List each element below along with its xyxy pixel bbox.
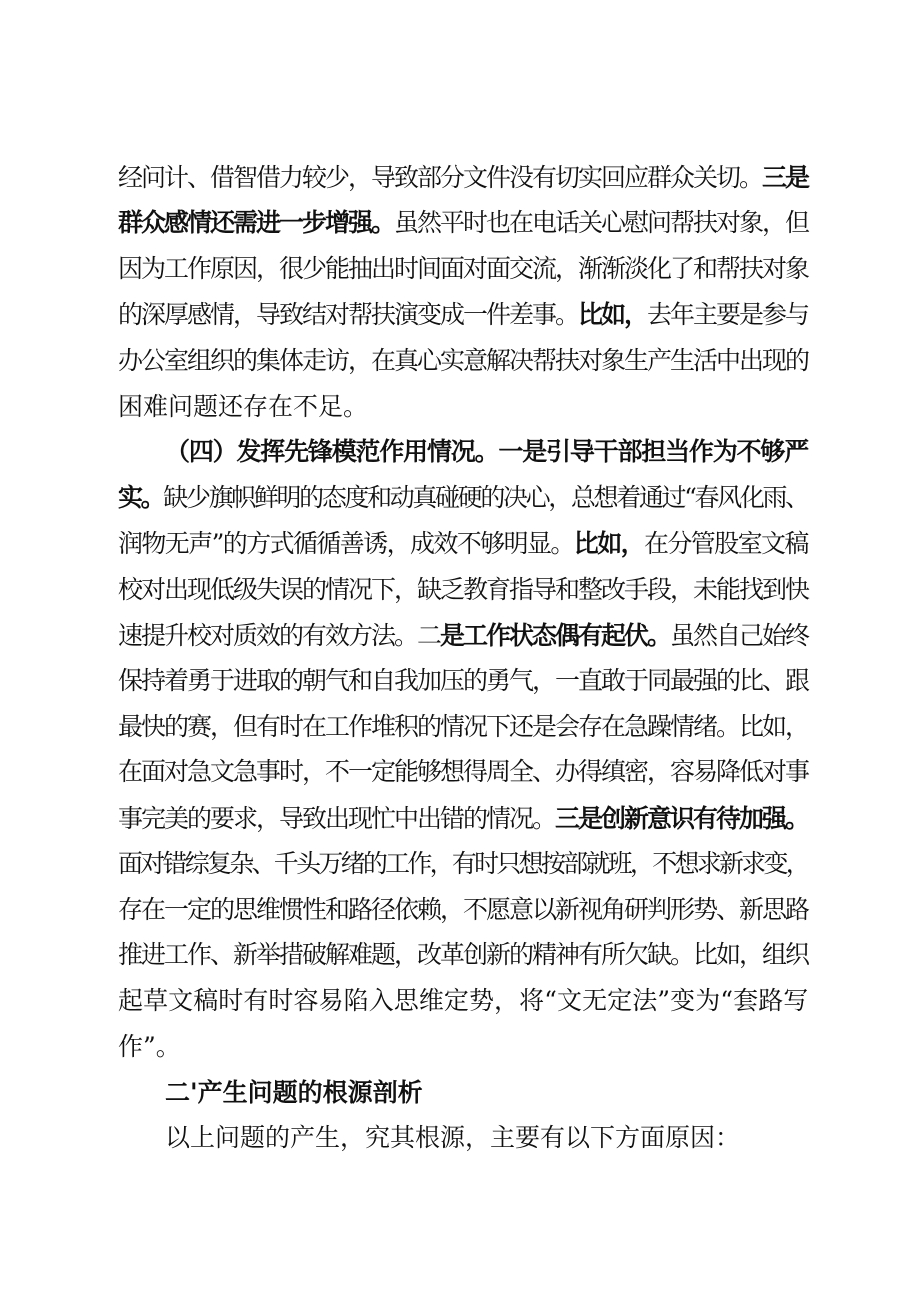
text-run: 在分管股室文稿 — [644, 529, 808, 558]
text-run: 经问计、借智借力较少，导致部分文件没有切实回应群众关切。 — [118, 163, 763, 192]
text-run: 办公室组织的集体走访，在真心实意解决帮扶对象生产生活中出现的 — [118, 346, 809, 375]
text-line — [118, 1029, 181, 1065]
bold-text-run: 实。 — [118, 483, 164, 512]
text-line — [118, 709, 808, 745]
text-line — [118, 343, 808, 379]
text-line — [118, 480, 808, 516]
text-run: 保持着勇于进取的朝气和自我加压的勇气，一直敢于同最强的比、跟 — [118, 666, 809, 695]
text-run: 事完美的要求，导致出现忙中出错的情况。 — [118, 804, 556, 833]
text-line — [118, 983, 808, 1019]
bold-text-run: 比如， — [573, 529, 644, 558]
text-line — [118, 892, 808, 928]
text-run: 润物无声”的方式循循善诱，成效不够明显。 — [118, 529, 574, 558]
text-run: 以上问题的产生，究其根源，主要有以下方面原因： — [165, 1123, 741, 1152]
text-run: 缺少旗帜鲜明的态度和动真碰硬的决心，总想着通过“春风化雨、 — [163, 483, 808, 512]
text-run: 的深厚感情，导致结对帮扶演变成一件差事。 — [118, 300, 579, 329]
text-line — [118, 754, 808, 790]
text-run: 虽然自己始终 — [670, 621, 809, 650]
bold-text-run: 二'产生问题的根源剖析 — [165, 1078, 423, 1107]
text-line — [118, 937, 808, 973]
bold-text-run: 群众感情还需进一步增强。 — [118, 208, 395, 237]
text-line — [118, 618, 808, 654]
text-line — [118, 663, 808, 699]
bold-text-run: 是工作状态偶有起伏。 — [440, 621, 671, 650]
text-run: 去年主要是参与 — [647, 300, 809, 329]
text-line — [165, 1120, 740, 1156]
text-line — [118, 251, 808, 287]
text-run: 虽然平时也在电话关心慰问帮扶对象，但 — [394, 208, 809, 237]
text-run: 推进工作、新举措破解难题，改革创新的精神有所欠缺。比如，组织 — [118, 940, 809, 969]
text-line — [118, 389, 368, 425]
text-line — [118, 572, 808, 608]
text-line — [118, 160, 808, 196]
text-run: 最快的赛，但有时在工作堆积的情况下还是会存在急躁情绪。比如， — [118, 712, 809, 741]
text-line — [118, 846, 808, 882]
text-run: 校对出现低级失误的情况下，缺乏教育指导和整改手段，未能找到快 — [118, 575, 809, 604]
bold-text-run: 比如， — [578, 300, 648, 329]
text-run: 困难问题还存在不足。 — [118, 392, 369, 421]
text-run: 在面对急文急事时，不一定能够想得周全、办得缜密，容易降低对事 — [118, 757, 809, 786]
text-line — [118, 205, 808, 241]
bold-text-run: （四）发挥先锋模范作用情况。一是引导干部担当作为不够严 — [165, 437, 809, 466]
bold-text-run: 三是 — [762, 163, 809, 192]
text-line — [118, 297, 808, 333]
text-line — [165, 434, 808, 470]
text-line — [118, 526, 808, 562]
text-run: 存在一定的思维惯性和路径依赖，不愿意以新视角研判形势、新思路 — [118, 895, 809, 924]
text-run: 作”。 — [118, 1032, 181, 1061]
text-run: 起草文稿时有时容易陷入思维定势，将“文无定法”变为“套路写 — [118, 986, 809, 1015]
text-run: 因为工作原因，很少能抽出时间面对面交流，渐渐淡化了和帮扶对象 — [118, 254, 809, 283]
text-run: 速提升校对质效的有效方法。二 — [118, 621, 441, 650]
text-line — [118, 801, 808, 837]
text-line — [165, 1075, 423, 1111]
text-run: 面对错综复杂、千头万绪的工作，有时只想按部就班，不想求新求变， — [118, 849, 809, 878]
bold-text-run: 三是创新意识有待加强。 — [555, 804, 809, 833]
